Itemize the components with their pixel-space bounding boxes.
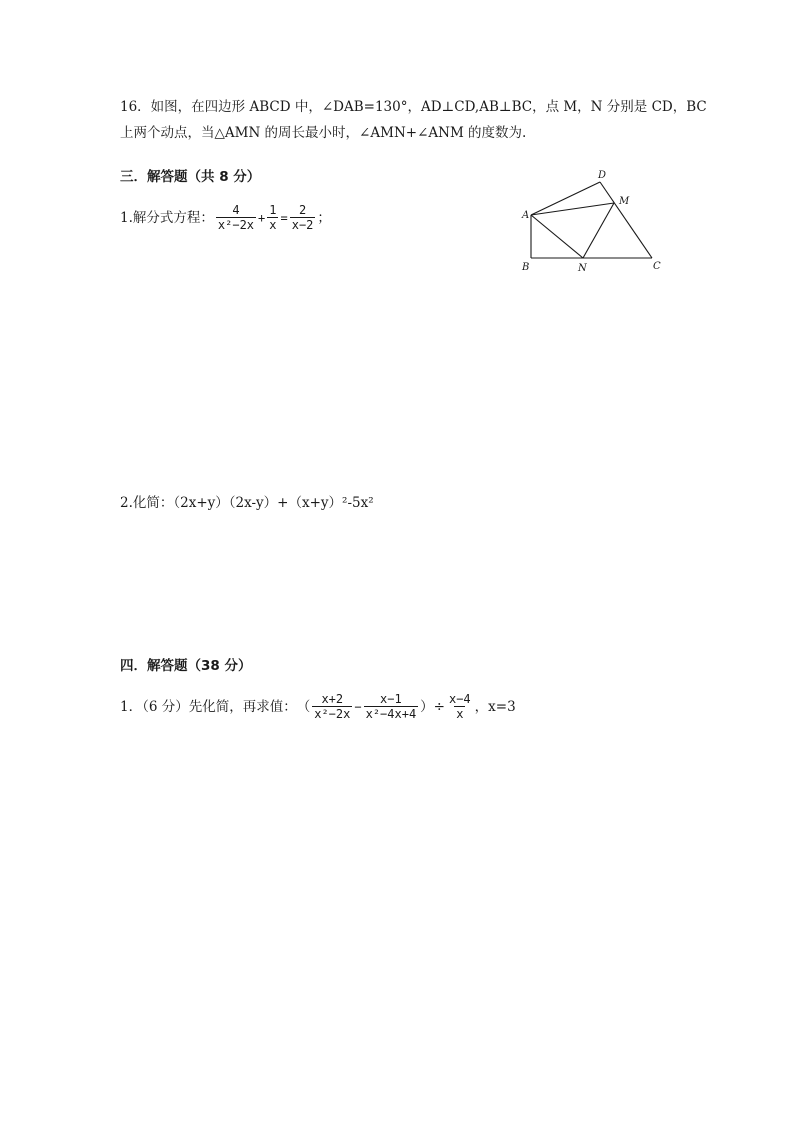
open-paren: （ — [296, 698, 311, 715]
fraction-1-numerator: 4 — [232, 203, 240, 217]
minus-sign: − — [354, 699, 362, 714]
section3-q2: 2.化简：（2x+y）（2x-y）+（x+y）²-5x² — [120, 495, 374, 511]
fraction-1-denominator: x²−2x — [217, 218, 255, 232]
s4-fraction-2 — [364, 692, 419, 721]
quadrilateral-figure — [510, 162, 680, 280]
s4-fraction-2-numerator: x−1 — [380, 692, 402, 706]
section4-q1 — [120, 692, 516, 721]
q1-label: 1.解分式方程： — [120, 209, 214, 226]
s4-fraction-1-numerator: x+2 — [321, 692, 344, 706]
s4q1-end: ，x=3 — [474, 698, 516, 715]
label-M: M — [619, 196, 630, 207]
s4-fraction-3-numerator: x−4 — [448, 692, 471, 706]
label-C: C — [653, 261, 661, 272]
label-D: D — [598, 170, 607, 181]
q16-line1: 16．如图，在四边形 ABCD 中，∠DAB=130°，AD⊥CD,AB⊥BC，点 M，N 分别是 CD，BC — [120, 99, 707, 115]
section3-heading: 三．解答题（共 8 分） — [120, 169, 261, 185]
label-B: B — [522, 262, 530, 273]
plus-sign: + — [258, 210, 266, 225]
s4-fraction-3 — [447, 692, 473, 721]
section4-heading: 四．解答题（38 分） — [120, 658, 252, 674]
q16-line2: 上两个动点，当△AMN 的周长最小时，∠AMN+∠ANM 的度数为. — [120, 125, 527, 141]
s4-fraction-2-denominator: x²−4x+4 — [365, 707, 417, 721]
label-A: A — [522, 210, 530, 221]
fraction-3-numerator: 2 — [298, 203, 307, 217]
label-N: N — [578, 263, 587, 274]
fraction-2 — [267, 203, 278, 232]
q1-end: ； — [317, 209, 331, 226]
close-paren-divide: ）÷ — [420, 698, 445, 715]
segment-DC — [600, 182, 652, 258]
s4q1-label: 1．（6 分）先化简，再求值： — [120, 698, 297, 715]
segment-MN — [583, 203, 614, 258]
fraction-2-numerator: 1 — [269, 203, 277, 217]
s4-fraction-1 — [312, 692, 352, 721]
fraction-3 — [290, 203, 316, 232]
fraction-3-denominator: x−2 — [291, 218, 314, 232]
fraction-1 — [216, 203, 256, 232]
equals-sign: = — [280, 210, 288, 225]
segment-AN — [531, 215, 583, 258]
fraction-2-denominator: x — [269, 218, 277, 232]
s4-fraction-1-denominator: x²−2x — [314, 707, 351, 721]
section3-q1 — [120, 203, 331, 232]
s4-fraction-3-denominator: x — [456, 707, 464, 721]
